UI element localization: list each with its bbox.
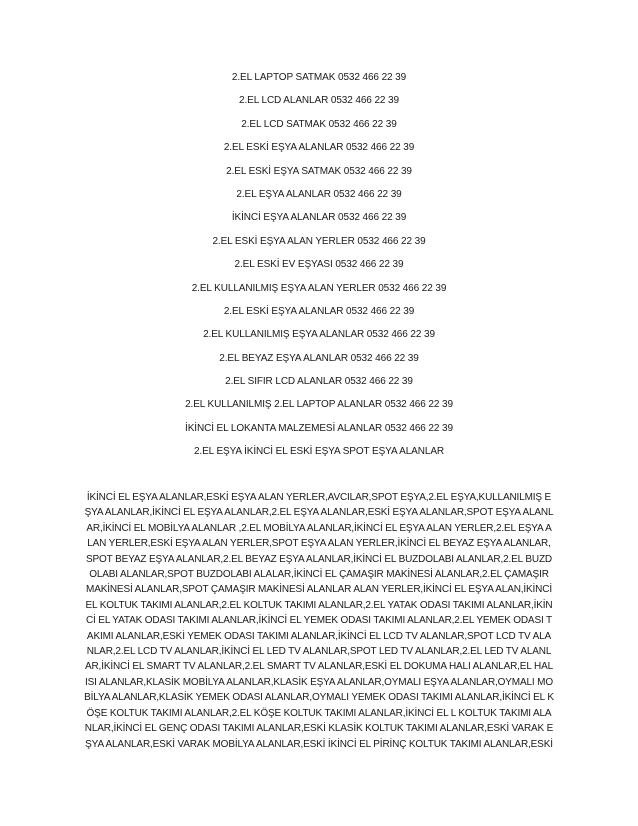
listing-line: 2.EL EŞYA ALANLAR 0532 466 22 39 xyxy=(236,188,402,200)
listing-line: 2.EL LAPTOP SATMAK 0532 466 22 39 xyxy=(231,72,407,83)
listing-line: 2.EL KULLANILMIŞ 2.EL LAPTOP ALANLAR 0532 466 22 39 xyxy=(185,399,453,411)
listing-line: 2.EL SIFIR LCD ALANLAR 0532 466 22 39 xyxy=(225,376,413,388)
listing-line: 2.EL LCD SATMAK 0532 466 22 39 xyxy=(241,118,397,130)
listing-line: 2.EL ESKİ EŞYA ALANLAR 0532 466 22 39 xyxy=(223,305,415,317)
listing-line: 2.EL EŞYA İKİNCİ EL ESKİ EŞYA SPOT EŞYA ALANLAR xyxy=(193,446,445,458)
listing-line: 2.EL ESKİ EV EŞYASI 0532 466 22 39 xyxy=(234,259,404,271)
listing-line: İKİNCİ EŞYA ALANLAR 0532 466 22 39 xyxy=(231,212,407,224)
listing-line: 2.EL ESKİ EŞYA ALANLAR 0532 466 22 39 xyxy=(223,142,415,154)
listing-line: İKİNCİ EL LOKANTA MALZEMESİ ALANLAR 0532 466 22 39 xyxy=(185,422,453,434)
listing-line: 2.EL ESKİ EŞYA SATMAK 0532 466 22 39 xyxy=(226,165,412,177)
listing-line: 2.EL ESKİ EŞYA ALAN YERLER 0532 466 22 39 xyxy=(212,235,426,247)
keyword-paragraph: İKİNCİ EL EŞYA ALANLAR,ESKİ EŞYA ALAN YERLER,AVCILAR,SPOT EŞYA,2.EL EŞYA,KULLANILMIŞ EŞYA ALANLAR,İKİNCİ EL EŞYA ALANLAR,2.EL EŞYA ALANLAR,ESKİ EŞYA ALANLAR,SPOT EŞYA ALANLAR,İKİNCİ EL MOBİLYA ALANLAR ,2.EL MOBİLYA ALANLAR,İKİNCİ EL EŞYA ALAN YERLER,2.EL EŞYA ALAN YERLER,ESKİ EŞYA ALAN YERLER,SPOT EŞYA ALAN YERLER,İKİNCİ EL BEYAZ EŞYA ALANLAR,SPOT BEYAZ EŞYA ALANLAR,2.EL BEYAZ EŞYA ALANLAR,İKİNCİ EL BUZDOLABI ALANLAR,2.EL BUZDOLABI ALANLAR,SPOT BUZDOLABI ALALAR,İKİNCİ EL ÇAMAŞIR MAKİNESİ ALANLAR,2.EL ÇAMAŞIR MAKİNESİ ALANLAR,SPOT ÇAMAŞIR MAKİNESİ ALANLAR ALAN YERLER,İKİNCİ EL EŞYA ALAN,İKİNCİ EL KOLTUK TAKIMI ALANLAR,2.EL KOLTUK TAKIMI ALANLAR,2.EL YATAK ODASI TAKIMI ALANLAR,İKİNCİ EL YATAK ODASI TAKIMI ALANLAR,İKİNCİ EL YEMEK ODASI TAKIMI ALANLAR,2.EL YEMEK ODASI TAKIMI ALANLAR,ESKİ YEMEK ODASI TAKIMI ALANLAR,İKİNCİ EL LCD TV ALANLAR,SPOT LCD TV ALANLAR,2.EL LCD TV ALANLAR,İKİNCİ EL LED TV ALANLAR,SPOT LED TV ALANLAR,2.EL LED TV ALANLAR,İKİNCİ EL SMART TV ALANLAR,2.EL SMART TV ALANLAR,ESKİ EL DOKUMA HALI ALANLAR,EL HALISI ALANLAR,KLASİK MOBİLYA ALANLAR,KLASİK EŞYA ALANLAR,OYMALI EŞYA ALANLAR,OYMALI MOBİLYA ALANLAR,KLASİK YEMEK ODASI ALANLAR,OYMALI YEMEK ODASI TAKIMI ALANLAR,İKİNCİ EL KÖŞE KOLTUK TAKIMI ALANLAR,2.EL KÖŞE KOLTUK TAKIMI ALANLAR,İKİNCİ EL L KOLTUK TAKIMI ALANLAR,İKİNCİ EL GENÇ ODASI TAKIMI ALANLAR,ESKİ KLASİK KOLTUK TAKIMI ALANLAR,ESKİ VARAK EŞYA ALANLAR,ESKİ VARAK MOBİLYA ALANLAR,ESKİ İKİNCİ EL PİRİNÇ KOLTUK TAKIMI ALANLAR,ESKİ xyxy=(84,492,554,750)
listing-line: 2.EL BEYAZ EŞYA ALANLAR 0532 466 22 39 xyxy=(219,352,419,364)
listing-line: 2.EL KULLANILMIŞ EŞYA ALANLAR 0532 466 22 39 xyxy=(203,329,435,341)
listing-line: 2.EL KULLANILMIŞ EŞYA ALAN YERLER 0532 466 22 39 xyxy=(191,282,447,294)
listing-lines xyxy=(0,72,638,470)
listing-line: 2.EL LCD ALANLAR 0532 466 22 39 xyxy=(239,95,399,107)
